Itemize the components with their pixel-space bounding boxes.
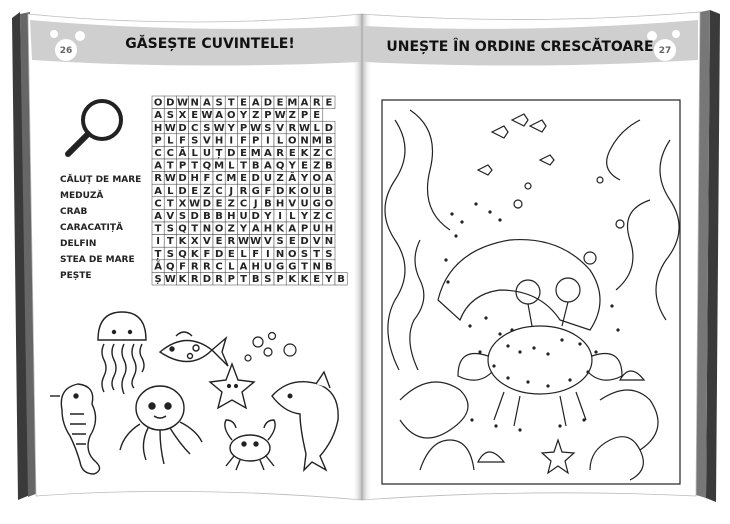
grid-letter: P xyxy=(300,110,309,122)
grid-letter: E xyxy=(191,185,199,197)
grid-letter: L xyxy=(167,135,174,147)
connect-dot xyxy=(546,384,549,387)
grid-letter: W xyxy=(213,122,225,134)
grid-letter: W xyxy=(164,173,176,185)
grid-letter: Y xyxy=(325,274,333,285)
grid-letter: N xyxy=(202,223,212,235)
grid-letter: D xyxy=(190,211,199,222)
grid-letter: C xyxy=(325,148,333,159)
grid-letter: W xyxy=(298,122,311,134)
grid-letter: L xyxy=(276,135,284,147)
grid-letter: A xyxy=(251,223,260,235)
connect-dot xyxy=(578,342,581,345)
grid-letter: T xyxy=(240,274,247,285)
grid-letter: I xyxy=(266,135,270,147)
grid-letter: L xyxy=(289,211,296,222)
grid-letter: A xyxy=(300,97,309,109)
grid-letter: Q xyxy=(275,160,285,172)
grid-letter: Ă xyxy=(288,173,297,185)
connect-dot xyxy=(506,376,509,379)
page-number-right: 27 xyxy=(658,46,672,56)
grid-letter: V xyxy=(166,211,175,222)
grid-letter: Q xyxy=(178,223,187,235)
connect-dot xyxy=(446,280,449,283)
grid-letter: L xyxy=(167,185,174,197)
grid-letter: Y xyxy=(288,160,296,172)
grid-letter: M xyxy=(287,97,298,109)
grid-letter: V xyxy=(276,122,284,134)
grid-letter: D xyxy=(178,173,187,185)
connect-dot xyxy=(510,328,513,331)
grid-letter: P xyxy=(154,135,162,147)
grid-letter: E xyxy=(288,148,296,159)
left-page-title: GĂSEȘTE CUVINTELE! xyxy=(125,36,295,52)
grid-letter: B xyxy=(251,160,260,172)
grid-letter: F xyxy=(203,173,211,185)
grid-letter: B xyxy=(251,274,260,285)
connect-dot xyxy=(586,370,589,373)
grid-letter: Z xyxy=(313,148,321,159)
grid-letter: D xyxy=(214,248,224,260)
grid-letter: H xyxy=(263,223,273,235)
grid-letter: Ș xyxy=(154,274,162,285)
grid-letter: G xyxy=(288,261,297,273)
grid-letter: D xyxy=(227,148,236,159)
connect-dot xyxy=(506,344,509,347)
grid-letter: M xyxy=(311,135,322,147)
grid-letter: Ț xyxy=(154,248,162,260)
grid-letter: T xyxy=(191,160,199,172)
grid-letter: W xyxy=(164,122,176,134)
connect-dot xyxy=(546,352,549,355)
connect-dot xyxy=(450,212,453,215)
grid-letter: W xyxy=(250,122,262,134)
grid-letter: L xyxy=(240,248,247,260)
grid-letter: S xyxy=(300,248,309,260)
grid-letter: K xyxy=(300,148,309,159)
grid-letter: D xyxy=(178,122,187,134)
grid-letter: R xyxy=(203,261,211,273)
grid-letter: E xyxy=(288,236,296,248)
grid-letter: F xyxy=(179,261,186,273)
grid-letter: X xyxy=(178,198,187,210)
grid-letter: U xyxy=(239,211,248,222)
connect-dot xyxy=(616,328,619,331)
connect-dot xyxy=(594,350,597,353)
grid-letter: Q xyxy=(178,248,187,260)
grid-letter: S xyxy=(215,97,223,109)
grid-letter: K xyxy=(178,274,187,285)
grid-letter: S xyxy=(264,122,272,134)
connect-dot xyxy=(518,428,521,431)
grid-letter: K xyxy=(288,185,297,197)
word-list-item: MEDUZĂ xyxy=(60,191,104,201)
grid-letter: A xyxy=(154,185,162,197)
connect-dot xyxy=(454,234,457,237)
grid-letter: N xyxy=(324,236,334,248)
connect-dot xyxy=(460,220,463,223)
connect-dot xyxy=(532,346,535,349)
grid-letter: Y xyxy=(239,110,248,122)
grid-letter: E xyxy=(313,274,321,285)
grid-letter: C xyxy=(154,198,162,210)
grid-letter: P xyxy=(178,160,187,172)
connect-dot xyxy=(444,258,447,261)
grid-letter: A xyxy=(215,110,223,122)
grid-letter: P xyxy=(239,122,248,134)
grid-letter: O xyxy=(288,135,297,147)
connect-dot xyxy=(488,210,491,213)
grid-letter: E xyxy=(276,97,284,109)
grid-letter: E xyxy=(215,198,223,210)
grid-letter: B xyxy=(325,160,333,172)
grid-letter: O xyxy=(312,173,321,185)
grid-letter: G xyxy=(312,198,321,210)
connect-dot xyxy=(470,418,473,421)
grid-letter: N xyxy=(190,97,199,109)
grid-letter: O xyxy=(227,110,236,122)
grid-letter: D xyxy=(324,122,334,134)
grid-letter: D xyxy=(202,274,212,285)
grid-letter: T xyxy=(166,236,174,248)
grid-letter: A xyxy=(203,97,211,109)
grid-letter: Ț xyxy=(215,148,223,159)
grid-letter: R xyxy=(215,274,223,285)
grid-letter: A xyxy=(264,148,272,159)
grid-letter: W xyxy=(201,110,213,122)
grid-letter: S xyxy=(166,110,174,122)
grid-letter: V xyxy=(288,198,297,210)
grid-letter: B xyxy=(337,274,345,285)
grid-letter: Q xyxy=(166,261,175,273)
grid-letter: P xyxy=(252,135,260,147)
grid-letter: U xyxy=(202,148,211,159)
grid-letter: S xyxy=(325,248,333,260)
grid-letter: V xyxy=(312,236,321,248)
grid-letter: Z xyxy=(227,198,235,210)
grid-letter: A xyxy=(288,223,297,235)
grid-letter: X xyxy=(190,236,199,248)
grid-letter: Y xyxy=(239,223,248,235)
grid-letter: R xyxy=(154,173,162,185)
grid-letter: H xyxy=(214,135,224,147)
grid-letter: R xyxy=(276,148,284,159)
grid-letter: K xyxy=(276,223,284,235)
grid-letter: R xyxy=(227,236,236,248)
grid-letter: Z xyxy=(313,160,321,172)
grid-letter: N xyxy=(312,261,321,273)
grid-letter: A xyxy=(239,261,248,273)
grid-letter: C xyxy=(239,198,248,210)
connect-dot xyxy=(560,338,563,341)
grid-letter: P xyxy=(300,223,309,235)
grid-letter: U xyxy=(312,223,321,235)
grid-letter: K xyxy=(190,248,199,260)
grid-letter: N xyxy=(275,248,285,260)
grid-letter: D xyxy=(263,97,273,109)
connect-dot xyxy=(468,324,471,327)
grid-letter: T xyxy=(166,160,174,172)
word-list-item: DELFIN xyxy=(60,239,97,249)
grid-letter: S xyxy=(191,135,199,147)
grid-letter: P xyxy=(264,110,272,122)
grid-letter: L xyxy=(191,148,198,159)
grid-letter: U xyxy=(263,261,272,273)
grid-letter: E xyxy=(313,110,321,122)
word-list-item: CRAB xyxy=(60,207,88,217)
grid-letter: I xyxy=(156,236,160,248)
word-list-item: PEȘTE xyxy=(60,271,92,281)
grid-letter: I xyxy=(229,135,234,147)
grid-letter: O xyxy=(214,223,224,235)
page-number-left: 26 xyxy=(59,46,73,56)
word-list-item: CARACATIȚĂ xyxy=(60,223,123,233)
grid-letter: E xyxy=(191,110,199,122)
grid-letter: B xyxy=(203,211,211,222)
grid-letter: S xyxy=(264,274,272,285)
grid-letter: Z xyxy=(203,185,211,197)
connect-dot xyxy=(568,378,571,381)
connect-dot xyxy=(610,304,613,307)
grid-letter: Q xyxy=(202,160,212,172)
grid-letter: K xyxy=(178,236,187,248)
grid-letter: G xyxy=(251,185,260,197)
grid-letter: D xyxy=(178,185,187,197)
grid-letter: R xyxy=(190,274,199,285)
grid-letter: O xyxy=(153,97,163,109)
word-search-grid xyxy=(152,96,347,285)
grid-letter: S xyxy=(166,223,174,235)
grid-letter: Z xyxy=(288,110,296,122)
grid-letter: N xyxy=(300,135,309,147)
grid-letter: C xyxy=(215,173,223,185)
grid-letter: O xyxy=(324,198,334,210)
grid-letter: D xyxy=(251,173,260,185)
grid-letter: M xyxy=(250,148,261,159)
right-page-title: UNEȘTE ÎN ORDINE CRESCĂTOARE xyxy=(386,39,654,55)
grid-letter: P xyxy=(276,274,284,285)
grid-letter: T xyxy=(191,223,199,235)
grid-letter: O xyxy=(300,185,309,197)
grid-letter: Y xyxy=(264,211,272,222)
grid-letter: I xyxy=(278,211,282,222)
grid-letter: T xyxy=(166,198,174,210)
grid-letter: W xyxy=(164,274,176,285)
grid-letter: H xyxy=(190,173,199,185)
grid-letter: X xyxy=(178,110,187,122)
grid-letter: D xyxy=(275,185,285,197)
grid-letter: A xyxy=(251,97,260,109)
grid-letter: E xyxy=(240,173,247,185)
connect-dot xyxy=(492,364,495,367)
grid-letter: E xyxy=(301,160,308,172)
dot-to-dot-frame xyxy=(382,100,680,484)
grid-letter: F xyxy=(203,248,211,260)
word-list-item: STEA DE MARE xyxy=(60,255,135,265)
grid-letter: U xyxy=(300,198,309,210)
connect-dot xyxy=(558,424,561,427)
grid-letter: D xyxy=(202,198,212,210)
grid-letter: L xyxy=(228,261,235,273)
grid-letter: Z xyxy=(252,110,260,122)
grid-letter: C xyxy=(325,211,333,222)
grid-letter: H xyxy=(251,261,260,273)
grid-letter: Y xyxy=(300,211,309,222)
grid-letter: S xyxy=(178,211,187,222)
connect-dot xyxy=(474,202,477,205)
grid-letter: I xyxy=(266,248,270,260)
grid-letter: S xyxy=(166,248,174,260)
grid-letter: T xyxy=(240,160,247,172)
grid-letter: F xyxy=(252,248,260,260)
grid-letter: Z xyxy=(313,211,321,222)
grid-letter: Y xyxy=(227,122,235,134)
grid-letter: T xyxy=(313,248,321,260)
grid-letter: Ă xyxy=(178,148,187,159)
grid-letter: V xyxy=(203,135,211,147)
grid-letter: V xyxy=(264,236,272,248)
connect-dot xyxy=(484,316,487,319)
connect-dot xyxy=(526,380,529,383)
grid-letter: W xyxy=(237,236,250,248)
grid-letter: W xyxy=(189,198,201,210)
connect-dot xyxy=(498,218,501,221)
grid-letter: C xyxy=(191,122,199,134)
grid-letter: B xyxy=(215,211,223,222)
grid-letter: P xyxy=(227,274,235,285)
grid-letter: G xyxy=(275,261,285,273)
grid-letter: H xyxy=(153,122,163,134)
grid-letter: E xyxy=(240,97,247,109)
grid-letter: E xyxy=(215,236,223,248)
grid-letter: R xyxy=(190,261,199,273)
grid-letter: K xyxy=(300,274,309,285)
grid-letter: A xyxy=(154,110,162,122)
grid-letter: M xyxy=(214,160,225,172)
grid-letter: J xyxy=(253,198,258,210)
grid-letter: E xyxy=(325,97,333,109)
connect-dot xyxy=(582,418,585,421)
grid-letter: D xyxy=(300,236,309,248)
grid-letter: J xyxy=(229,185,234,197)
grid-letter: Ă xyxy=(154,261,162,273)
grid-letter: F xyxy=(264,185,272,197)
grid-letter: T xyxy=(301,261,308,273)
grid-letter: U xyxy=(312,185,321,197)
connect-dot xyxy=(494,424,497,427)
grid-letter: K xyxy=(288,274,297,285)
grid-letter: B xyxy=(325,135,333,147)
grid-letter: V xyxy=(203,236,211,248)
grid-letter: A xyxy=(154,211,162,222)
grid-letter: T xyxy=(227,97,235,109)
grid-letter: C xyxy=(215,185,223,197)
grid-letter: C xyxy=(166,148,174,159)
grid-letter: Z xyxy=(227,223,235,235)
grid-letter: S xyxy=(276,236,284,248)
grid-letter: T xyxy=(154,223,162,235)
grid-letter: W xyxy=(274,110,286,122)
grid-letter: A xyxy=(264,160,272,172)
grid-letter: R xyxy=(288,122,297,134)
connect-dot xyxy=(498,332,501,335)
connect-dot xyxy=(518,350,521,353)
grid-letter: W xyxy=(250,236,262,248)
grid-letter: S xyxy=(203,122,211,134)
grid-letter: H xyxy=(324,223,334,235)
grid-letter: B xyxy=(325,261,333,273)
grid-letter: A xyxy=(154,160,162,172)
grid-letter: E xyxy=(227,248,235,260)
grid-letter: D xyxy=(166,97,175,109)
grid-letter: F xyxy=(179,135,186,147)
grid-letter: D xyxy=(251,211,260,222)
grid-letter: R xyxy=(239,185,248,197)
grid-letter: C xyxy=(215,261,223,273)
grid-letter: U xyxy=(263,173,272,185)
grid-letter: L xyxy=(313,122,320,134)
grid-letter: O xyxy=(288,248,297,260)
grid-letter: F xyxy=(240,135,247,147)
grid-letter: R xyxy=(312,97,321,109)
grid-letter: A xyxy=(325,173,333,185)
grid-letter: Z xyxy=(276,173,284,185)
grid-letter: L xyxy=(228,160,235,172)
grid-letter: M xyxy=(226,173,237,185)
grid-letter: Y xyxy=(300,173,309,185)
grid-letter: W xyxy=(176,97,189,109)
grid-letter: H xyxy=(227,211,236,222)
word-list-item: CĂLUȚ DE MARE xyxy=(60,175,142,185)
grid-letter: H xyxy=(275,198,285,210)
grid-letter: B xyxy=(264,198,272,210)
grid-letter: C xyxy=(154,148,162,159)
grid-letter: E xyxy=(240,148,247,159)
grid-letter: B xyxy=(325,185,333,197)
connect-dot xyxy=(478,350,481,353)
